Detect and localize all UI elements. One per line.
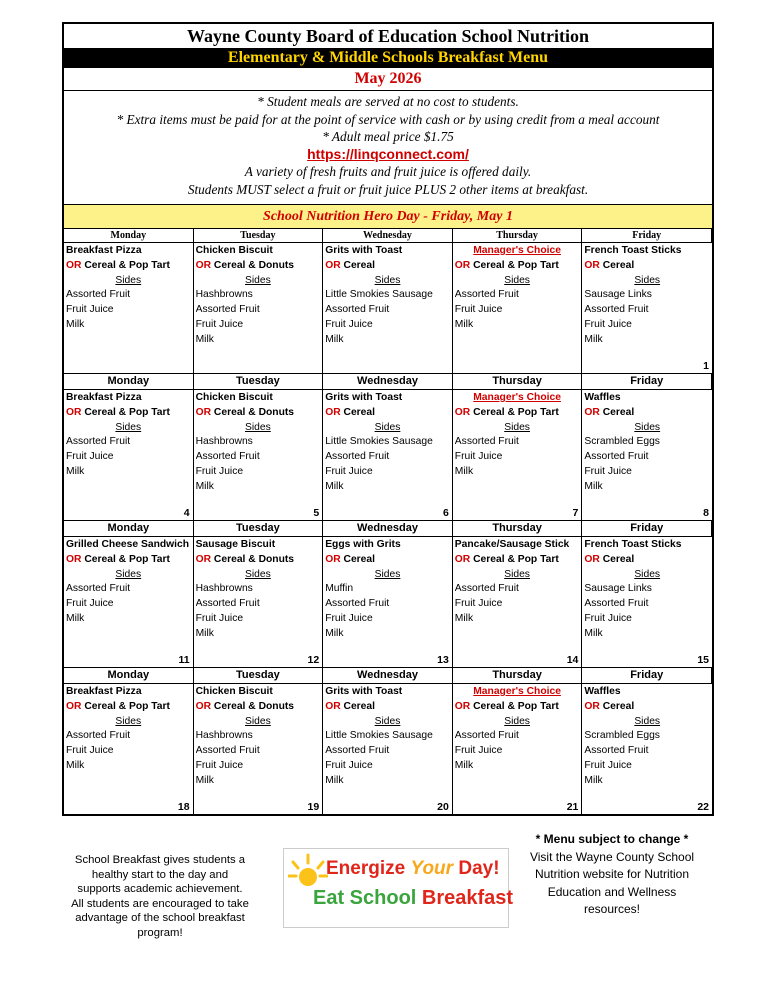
- side-item: Milk: [66, 465, 85, 477]
- calendar-grid: [64, 229, 712, 814]
- day-cell: [194, 243, 324, 373]
- sides-label: Sides: [504, 715, 530, 727]
- side-item: Hashbrowns: [195, 730, 253, 742]
- side-item: Fruit Juice: [454, 451, 503, 463]
- side-item: Assorted Fruit: [584, 598, 649, 610]
- date-number: 19: [307, 801, 320, 813]
- logo-line-1: Energize Your Day!: [326, 858, 500, 879]
- side-item: Little Smokies Sausage: [325, 436, 433, 448]
- side-item: Fruit Juice: [584, 612, 632, 624]
- day-cell: [582, 243, 712, 373]
- day-header: Wednesday: [323, 520, 453, 537]
- day-header: Friday: [582, 520, 712, 537]
- side-item: Fruit Juice: [584, 465, 632, 477]
- sides-label: Sides: [374, 568, 401, 580]
- side-note: [520, 831, 704, 919]
- main-entree: Waffles: [584, 686, 621, 697]
- main-entree: French Toast Sticks: [584, 539, 682, 550]
- side-item: Assorted Fruit: [584, 451, 649, 463]
- alternate-option: OR Cereal & Pop Tart: [454, 259, 559, 271]
- sides-label: Sides: [245, 421, 271, 433]
- side-item: Scrambled Eggs: [584, 730, 660, 742]
- day-header: Monday: [64, 373, 194, 390]
- main-entree: Waffles: [584, 392, 621, 403]
- side-item: Fruit Juice: [325, 465, 373, 477]
- main-entree: Chicken Biscuit: [195, 686, 273, 697]
- day-header: Tuesday: [194, 373, 324, 390]
- sides-label: Sides: [634, 568, 661, 580]
- main-entree: Eggs with Grits: [325, 539, 401, 550]
- day-cell: [323, 243, 453, 373]
- main-entree: Grilled Cheese Sandwich: [66, 539, 190, 550]
- side-item: Assorted Fruit: [454, 583, 519, 595]
- date-number: 20: [437, 801, 449, 813]
- side-item: Fruit Juice: [66, 304, 114, 316]
- main-entree: Grits with Toast: [325, 392, 403, 403]
- side-item: Milk: [195, 480, 214, 492]
- week-row: [64, 229, 712, 373]
- alternate-option: OR Cereal & Donuts: [195, 259, 295, 271]
- alternate-option: OR Cereal: [584, 553, 635, 565]
- sides-label: Sides: [115, 421, 142, 433]
- date-number: 18: [177, 801, 190, 813]
- menu-change-note: * Menu subject to change *: [535, 832, 689, 846]
- side-item: Little Smokies Sausage: [325, 289, 433, 301]
- side-item: Sausage Links: [584, 289, 652, 301]
- date-number: 14: [566, 654, 579, 666]
- side-item: Assorted Fruit: [66, 583, 131, 595]
- alternate-option: OR Cereal & Donuts: [195, 553, 295, 565]
- day-cell: [64, 684, 194, 814]
- day-header: Wednesday: [323, 667, 453, 684]
- day-header: Tuesday: [194, 667, 324, 684]
- side-item: Fruit Juice: [195, 612, 244, 624]
- side-item: Assorted Fruit: [584, 745, 649, 757]
- side-item: Fruit Juice: [66, 598, 114, 610]
- alternate-option: OR Cereal & Pop Tart: [454, 700, 559, 712]
- side-item: Fruit Juice: [195, 465, 244, 477]
- date-number: 1: [703, 360, 709, 372]
- managers-choice: Manager's Choice: [473, 392, 561, 403]
- day-header: Thursday: [453, 229, 583, 243]
- date-number: 5: [313, 507, 320, 519]
- side-item: Fruit Juice: [66, 745, 114, 757]
- date-number: 7: [572, 507, 579, 519]
- side-item: Milk: [195, 333, 214, 345]
- day-cell: [323, 390, 453, 520]
- side-item: Assorted Fruit: [325, 451, 390, 463]
- menu-subtitle: Elementary & Middle Schools Breakfast Menu: [64, 48, 712, 68]
- day-header: Thursday: [453, 667, 583, 684]
- alternate-option: OR Cereal: [584, 406, 635, 418]
- sides-label: Sides: [634, 274, 661, 286]
- side-item: Fruit Juice: [584, 318, 632, 330]
- main-entree: Chicken Biscuit: [195, 245, 273, 256]
- sides-label: Sides: [504, 274, 530, 286]
- managers-choice: Manager's Choice: [473, 245, 561, 256]
- day-cell: [64, 390, 194, 520]
- side-item: Milk: [325, 480, 344, 492]
- side-item: Assorted Fruit: [66, 436, 131, 448]
- sides-label: Sides: [245, 715, 271, 727]
- main-entree: Breakfast Pizza: [66, 686, 142, 697]
- main-entree: Breakfast Pizza: [66, 392, 142, 403]
- sides-label: Sides: [634, 421, 661, 433]
- alternate-option: OR Cereal & Pop Tart: [66, 406, 170, 418]
- side-item: Assorted Fruit: [66, 730, 131, 742]
- linqconnect-link[interactable]: https://linqconnect.com/: [307, 145, 469, 162]
- breakfast-blurb: School Breakfast gives students a healthy start to the day and supports academic achievement. All students are encouraged to take advantage of the school breakfast program!: [71, 854, 249, 939]
- main-entree: Sausage Biscuit: [195, 539, 276, 550]
- side-item: Milk: [584, 627, 603, 639]
- side-item: Milk: [66, 612, 85, 624]
- website-note: Visit the Wayne County School Nutrition website for Nutrition Education and Wellness resources!: [529, 849, 695, 916]
- day-header: Thursday: [453, 520, 583, 537]
- alternate-option: OR Cereal: [325, 553, 375, 565]
- alternate-option: OR Cereal & Pop Tart: [66, 553, 170, 565]
- side-item: Milk: [584, 774, 603, 786]
- side-item: Milk: [454, 318, 474, 330]
- alternate-option: OR Cereal & Donuts: [195, 406, 295, 418]
- side-item: Milk: [454, 759, 474, 771]
- side-item: Milk: [195, 627, 214, 639]
- sides-label: Sides: [115, 274, 142, 286]
- date-number: 6: [442, 507, 449, 519]
- side-item: Assorted Fruit: [454, 289, 519, 301]
- day-header: Tuesday: [194, 229, 324, 243]
- side-item: Assorted Fruit: [454, 730, 519, 742]
- date-number: 22: [697, 801, 709, 813]
- main-entree: Grits with Toast: [325, 686, 403, 697]
- day-cell: [194, 684, 324, 814]
- energize-logo: [283, 848, 514, 928]
- day-cell: [194, 390, 324, 520]
- day-cell: [453, 537, 583, 667]
- alternate-option: OR Cereal & Pop Tart: [454, 406, 559, 418]
- side-item: Hashbrowns: [195, 583, 253, 595]
- date-number: 4: [183, 507, 190, 519]
- sides-label: Sides: [374, 715, 401, 727]
- side-item: Hashbrowns: [195, 289, 253, 301]
- side-item: Fruit Juice: [195, 318, 244, 330]
- day-cell: [582, 684, 712, 814]
- day-header: Tuesday: [194, 520, 324, 537]
- info-line: * Extra items must be paid for at the point of service with cash or by using credit from a meal account: [116, 111, 660, 127]
- week-row: [64, 520, 712, 667]
- side-item: Fruit Juice: [325, 612, 373, 624]
- day-header: Friday: [582, 373, 712, 390]
- info-box: [64, 91, 712, 205]
- side-item: Milk: [454, 465, 474, 477]
- side-item: Milk: [325, 333, 344, 345]
- sides-label: Sides: [115, 715, 142, 727]
- side-item: Milk: [195, 774, 214, 786]
- side-item: Sausage Links: [584, 583, 652, 595]
- day-cell: [453, 243, 583, 373]
- date-number: 11: [178, 654, 190, 666]
- date-number: 13: [437, 654, 449, 666]
- side-item: Milk: [66, 318, 85, 330]
- day-header: Wednesday: [323, 373, 453, 390]
- sides-label: Sides: [374, 421, 401, 433]
- side-item: Milk: [454, 612, 474, 624]
- menu-month: May 2026: [64, 68, 712, 91]
- page-title: Wayne County Board of Education School Nutrition: [186, 26, 590, 46]
- side-item: Muffin: [325, 583, 354, 595]
- side-item: Milk: [66, 759, 85, 771]
- menu-sheet: [62, 22, 714, 816]
- sun-icon: [288, 853, 328, 889]
- hero-day-banner: School Nutrition Hero Day - Friday, May 1: [64, 205, 712, 229]
- day-cell: [323, 684, 453, 814]
- day-header: Monday: [64, 229, 194, 243]
- day-header: Friday: [582, 229, 712, 243]
- side-item: Hashbrowns: [195, 436, 253, 448]
- main-entree: Pancake/Sausage Stick: [454, 539, 570, 550]
- side-item: Assorted Fruit: [325, 304, 390, 316]
- alternate-option: OR Cereal & Pop Tart: [454, 553, 559, 565]
- side-item: Fruit Juice: [454, 598, 503, 610]
- day-header: Thursday: [453, 373, 583, 390]
- week-row: [64, 373, 712, 520]
- day-header: Monday: [64, 520, 194, 537]
- sides-label: Sides: [634, 715, 661, 727]
- side-item: Assorted Fruit: [66, 289, 131, 301]
- side-item: Fruit Juice: [195, 759, 244, 771]
- side-item: Assorted Fruit: [584, 304, 649, 316]
- sides-label: Sides: [245, 568, 271, 580]
- alternate-option: OR Cereal & Pop Tart: [66, 700, 170, 712]
- side-item: Assorted Fruit: [195, 304, 260, 316]
- side-item: Assorted Fruit: [195, 598, 260, 610]
- day-cell: [453, 684, 583, 814]
- day-header: Monday: [64, 667, 194, 684]
- side-item: Milk: [325, 774, 344, 786]
- alternate-option: OR Cereal & Donuts: [195, 700, 295, 712]
- side-item: Assorted Fruit: [454, 436, 519, 448]
- day-cell: [582, 537, 712, 667]
- sides-label: Sides: [115, 568, 142, 580]
- side-item: Fruit Juice: [454, 745, 503, 757]
- day-cell: [453, 390, 583, 520]
- sides-label: Sides: [374, 274, 401, 286]
- side-item: Fruit Juice: [325, 318, 373, 330]
- side-item: Little Smokies Sausage: [325, 730, 433, 742]
- alternate-option: OR Cereal: [584, 700, 635, 712]
- main-entree: Breakfast Pizza: [66, 245, 142, 256]
- sides-label: Sides: [504, 568, 530, 580]
- day-cell: [64, 243, 194, 373]
- main-entree: Grits with Toast: [325, 245, 403, 256]
- date-number: 8: [703, 507, 709, 519]
- week-row: [64, 667, 712, 814]
- day-cell: [323, 537, 453, 667]
- managers-choice: Manager's Choice: [473, 686, 561, 697]
- side-item: Assorted Fruit: [195, 745, 260, 757]
- sides-label: Sides: [504, 421, 530, 433]
- day-cell: [194, 537, 324, 667]
- side-item: Fruit Juice: [66, 451, 114, 463]
- side-item: Fruit Juice: [454, 304, 503, 316]
- side-item: Assorted Fruit: [195, 451, 260, 463]
- main-entree: Chicken Biscuit: [195, 392, 273, 403]
- side-item: Assorted Fruit: [325, 598, 390, 610]
- day-header: Friday: [582, 667, 712, 684]
- day-header: Wednesday: [323, 229, 453, 243]
- side-item: Milk: [584, 480, 603, 492]
- sides-label: Sides: [245, 274, 271, 286]
- side-item: Milk: [584, 333, 603, 345]
- alternate-option: OR Cereal: [584, 259, 635, 271]
- alternate-option: OR Cereal & Pop Tart: [66, 259, 170, 271]
- date-number: 15: [697, 654, 709, 666]
- side-item: Fruit Juice: [325, 759, 373, 771]
- side-item: Scrambled Eggs: [584, 436, 660, 448]
- info-line: Students MUST select a fruit or fruit juice PLUS 2 other items at breakfast.: [187, 181, 589, 197]
- day-cell: [64, 537, 194, 667]
- info-line: A variety of fresh fruits and fruit juice is offered daily.: [244, 164, 532, 179]
- day-cell: [582, 390, 712, 520]
- side-item: Milk: [325, 627, 344, 639]
- side-item: Fruit Juice: [584, 759, 632, 771]
- alternate-option: OR Cereal: [325, 700, 375, 712]
- date-number: 12: [307, 654, 320, 666]
- logo-line-2: Eat School Breakfast: [313, 887, 514, 909]
- alternate-option: OR Cereal: [325, 259, 375, 271]
- info-line: * Adult meal price $1.75: [322, 129, 454, 144]
- side-item: Assorted Fruit: [325, 745, 390, 757]
- alternate-option: OR Cereal: [325, 406, 375, 418]
- date-number: 21: [566, 801, 579, 813]
- main-entree: French Toast Sticks: [584, 245, 682, 256]
- info-line: * Student meals are served at no cost to students.: [257, 94, 519, 109]
